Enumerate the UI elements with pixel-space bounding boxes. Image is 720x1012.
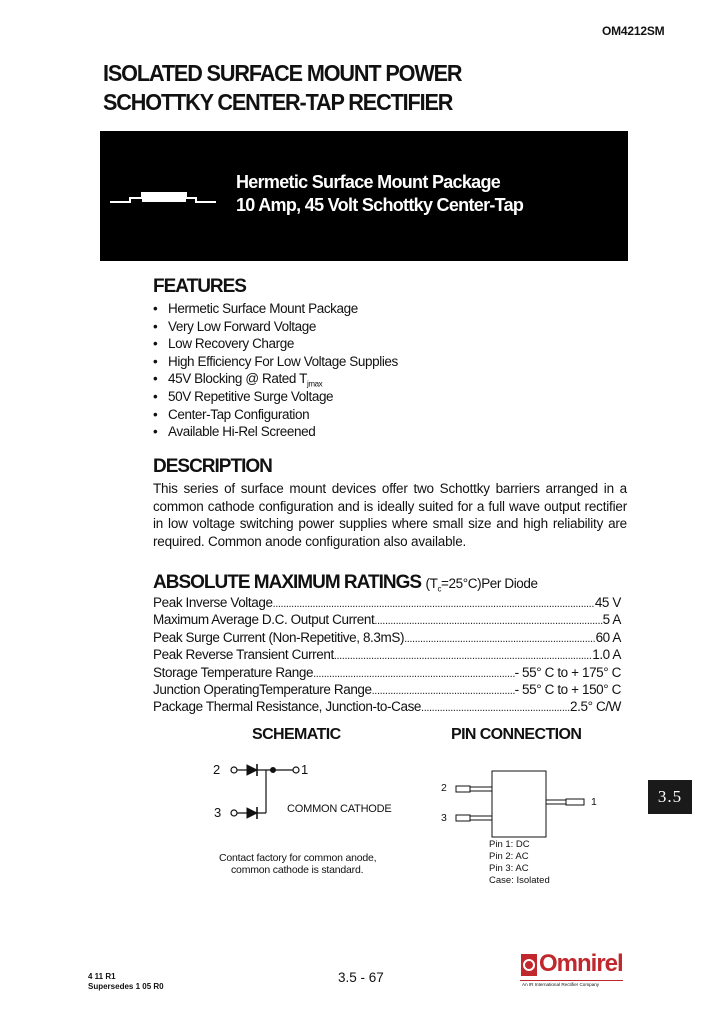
rating-row: Maximum Average D.C. Output Current ..... 5 A xyxy=(153,612,621,629)
schematic-note-line-2: common cathode is standard. xyxy=(231,864,364,876)
list-item: • 45V Blocking @ Rated $T_{jmax}$ xyxy=(153,371,323,390)
rating-row: Package Thermal Resistance, Junction-to-Case ..... 2.5° C/W xyxy=(153,699,621,716)
part-number: OM4212SM xyxy=(602,24,665,38)
logo-mark-icon xyxy=(520,953,538,979)
description-text: This series of surface mount devices offer two Schottky barriers arranged in a common cathode configuration and is ideally suited for a full wave output rectifier in low voltage switching power supplies where small size and high reliability are required. Common anode configuration also available. xyxy=(153,481,627,549)
pin-connection-heading: PIN CONNECTION xyxy=(451,726,582,743)
pin-connection-diagram xyxy=(450,768,590,840)
ratings-heading: ABSOLUTE MAXIMUM RATINGS $(T_c=25^\circ C)Per$ Diode xyxy=(153,572,538,594)
logo-text: Omnirel xyxy=(539,950,623,977)
rating-row: Peak Inverse Voltage ..... 45 V xyxy=(153,595,621,612)
schematic-heading: SCHEMATIC xyxy=(252,726,341,743)
pin-legend-item: Case: Isolated xyxy=(489,875,550,886)
list-item: • High Efficiency For Low Voltage Supplies xyxy=(153,353,398,369)
pin-legend-item: Pin 1: DC xyxy=(489,839,530,850)
pin-label-2: 2 xyxy=(441,782,447,794)
title-line-1: ISOLATED SURFACE MOUNT POWER xyxy=(103,60,462,86)
features-list xyxy=(150,300,398,441)
title-line-2: SCHOTTKY CENTER-TAP RECTIFIER xyxy=(103,89,453,115)
supersedes-code: Supersedes 1 05 R0 xyxy=(88,982,164,991)
list-item: • Available Hi-Rel Screened xyxy=(153,424,316,440)
rating-row: Peak Reverse Transient Current ..... 1.0 A xyxy=(153,647,621,664)
pin-legend xyxy=(489,839,550,887)
list-item: • Hermetic Surface Mount Package xyxy=(153,301,358,316)
schematic-pin-2: 2 xyxy=(213,762,221,777)
common-cathode-label: COMMON CATHODE xyxy=(287,803,392,815)
list-item: • 50V Repetitive Surge Voltage xyxy=(153,388,334,404)
features-heading: FEATURES xyxy=(153,276,246,297)
list-item: • Very Low Forward Voltage xyxy=(153,318,316,334)
schematic-pin-3: 3 xyxy=(214,805,222,820)
product-banner xyxy=(100,131,628,261)
page-number: 3.5 - 67 xyxy=(338,970,384,985)
rating-row: Storage Temperature Range ..... - 55° C to + 175° C xyxy=(153,665,621,682)
schematic-note-line-1: Contact factory for common anode, xyxy=(219,852,377,864)
package-outline-icon xyxy=(108,181,218,211)
schematic-pin-1: 1 xyxy=(301,762,309,777)
description-heading: DESCRIPTION xyxy=(153,456,272,477)
list-item: • Center-Tap Configuration xyxy=(153,406,310,422)
rating-row: Peak Surge Current (Non-Repetitive, 8.3mS) ..... 60 A xyxy=(153,630,621,647)
rating-row: Junction OperatingTemperature Range ..... - 55° C to + 150° C xyxy=(153,682,621,699)
logo-tagline: An IR International Rectifier Company xyxy=(522,982,600,987)
pin-legend-item: Pin 3: AC xyxy=(489,863,529,874)
list-item: • Low Recovery Charge xyxy=(153,336,294,352)
banner-line-1: Hermetic Surface Mount Package xyxy=(236,172,501,192)
section-tab: 3.5 xyxy=(648,780,692,814)
pin-legend-item: Pin 2: AC xyxy=(489,851,529,862)
omnirel-logo xyxy=(520,950,623,992)
schematic-diagram xyxy=(222,758,312,826)
pin-label-3: 3 xyxy=(441,812,447,824)
revision-code: 4 11 R1 xyxy=(88,972,116,981)
pin-label-1: 1 xyxy=(591,796,597,808)
banner-line-2: 10 Amp, 45 Volt Schottky Center-Tap xyxy=(236,195,524,215)
